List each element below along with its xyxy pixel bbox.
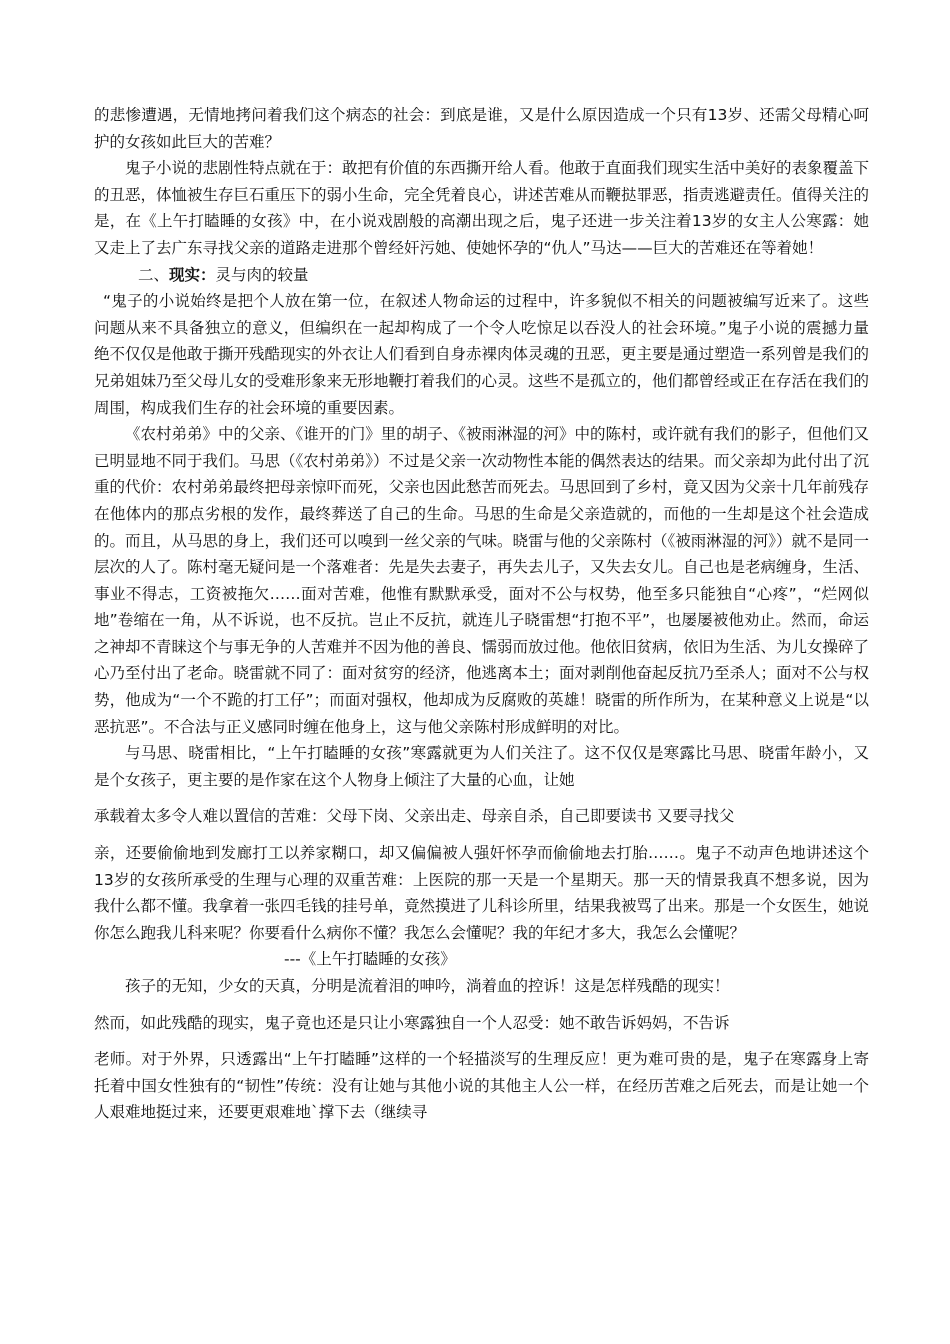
- quote-source: ---《上午打瞌睡的女孩》: [284, 950, 456, 969]
- paragraph-5-continued: 亲，还要偷偷地到发廊打工以养家糊口，却又偏偏被人强奸怀孕而偷偷地去打胎……。鬼子不动声色地讲述这个13岁的女孩所承受的生理与心理的双重苦难：上医院的那一天是一个星期天。那一天的情景我真不想多说，因为我什么都不懂。我拿着一张四毛钱的挂号单，竟然摸进了儿科诊所里，结果我被骂了出来。那是一个女医生，她说你怎么跑我儿科来呢？你要看什么病你不懂？我怎么会懂呢？我的年纪才多大，我怎么会懂呢？: [94, 844, 870, 942]
- section-heading-number: 二、: [138, 265, 170, 284]
- section-heading: [94, 262, 869, 289]
- paragraph-2: 鬼子小说的悲剧性特点就在于：敢把有价值的东西撕开给人看。他敢于直面我们现实生活中美好的表象覆盖下的丑恶，体恤被生存巨石重压下的弱小生命，完全凭着良心，讲述苦难从而鞭挞罪恶，指责逃避责任。值得关注的是，在《上午打瞌睡的女孩》中，在小说戏剧般的高潮出现之后，鬼子还进一步关注着13岁的女主人公寒露：她又走上了去广东寻找父亲的道路走进那个曾经奸污她、使她怀孕的“仇人”马达——巨大的苦难还在等着她！: [94, 159, 870, 257]
- paragraph-3: “鬼子的小说始终是把个人放在第一位，在叙述人物命运的过程中，许多貌似不相关的问题被编写近来了。这些问题从来不具备独立的意义，但编织在一起却构成了一个令人吃惊足以吞没人的社会环境。”鬼子小说的震撼力量绝不仅仅是他敢于撕开残酷现实的外衣让人们看到自身赤裸肉体灵魂的丑恶，更主要是通过塑造一系列曾是我们的兄弟姐妹乃至父母儿女的受难形象来无形地鞭打着我们的心灵。这些不是孤立的，他们都曾经或正在存活在我们的周围，构成我们生存的社会环境的重要因素。: [94, 292, 870, 417]
- paragraph-5-line-2: 承载着太多令人难以置信的苦难：父母下岗、父亲出走、母亲自杀，自己即要读书 又要寻找父: [94, 807, 735, 826]
- section-heading-bold: 现实：: [169, 265, 216, 284]
- paragraph-5: 与马思、晓雷相比，“上午打瞌睡的女孩”寒露就更为人们关注了。这不仅仅是寒露比马思、晓雷年龄小，又是个女孩子，更主要的是作家在这个人物身上倾注了大量的心血，让她: [94, 744, 869, 789]
- paragraph-4: 《农村弟弟》中的父亲、《谁开的门》里的胡子、《被雨淋湿的河》中的陈村，或许就有我们的影子，但他们又已明显地不同于我们。马思（《农村弟弟》）不过是父亲一次动物性本能的偶然表达的结果。而父亲却为此付出了沉重的代价：农村弟弟最终把母亲惊吓而死，父亲也因此愁苦而死去。马思回到了乡村，竟又因为父亲十几年前残存在他体内的那点劣根的发作，最终葬送了自己的生命。马思的生命是父亲造就的，而他的一生却是这个社会造成的。而且，从马思的身上，我们还可以嗅到一丝父亲的气味。晓雷与他的父亲陈村（《被雨淋湿的河》）就不是同一层次的人了。陈村毫无疑问是一个落难者：先是失去妻子，再失去儿子，又失去女儿。自己也是老病缠身，生活、事业不得志，工资被拖欠……面对苦难，他惟有默默承受，面对不公与权势，他至多只能独自“心疼”，“烂网似地”卷缩在一角，从不诉说，也不反抗。岂止不反抗，就连儿子晓雷想“打抱不平”，也屡屡被他劝止。然而，命运之神却不青睐这个与事无争的人苦难并不因为他的善良、懦弱而放过他。他依旧贫病，依旧为生活、为儿女操碎了心乃至付出了老命。晓雷就不同了：面对贫穷的经济，他逃离本土；面对剥削他奋起反抗乃至杀人；面对不公与权势，他成为“一个不跪的打工仔”；而面对强权，他却成为反腐败的英雄！晓雷的所作所为，在某种意义上说是“以恶抗恶”。不合法与正义感同时缠在他身上，这与他父亲陈村形成鲜明的对比。: [94, 425, 870, 736]
- document-page: [94, 102, 869, 1126]
- paragraph-7: 然而，如此残酷的现实，鬼子竟也还是只让小寒露独自一个人忍受：她不敢告诉妈妈，不告诉: [94, 1013, 730, 1032]
- section-heading-title: 灵与肉的较量: [215, 265, 309, 284]
- paragraph-1: 的悲惨遭遇，无情地拷问着我们这个病态的社会：到底是谁，又是什么原因造成一个只有13岁、还需父母精心呵护的女孩如此巨大的苦难？: [94, 106, 869, 151]
- paragraph-8: 老师。对于外界，只透露出“上午打瞌睡”这样的一个轻描淡写的生理反应！更为难可贵的是，鬼子在寒露身上寄托着中国女性独有的“韧性”传统：没有让她与其他小说的其他主人公一样，在经历苦难之后死去，而是让她一个人艰难地挺过来，还要更艰难地`撑下去（继续寻: [94, 1050, 869, 1122]
- paragraph-6: 孩子的无知，少女的天真，分明是流着泪的呻吟，淌着血的控诉！这是怎样残酷的现实！: [125, 977, 730, 995]
